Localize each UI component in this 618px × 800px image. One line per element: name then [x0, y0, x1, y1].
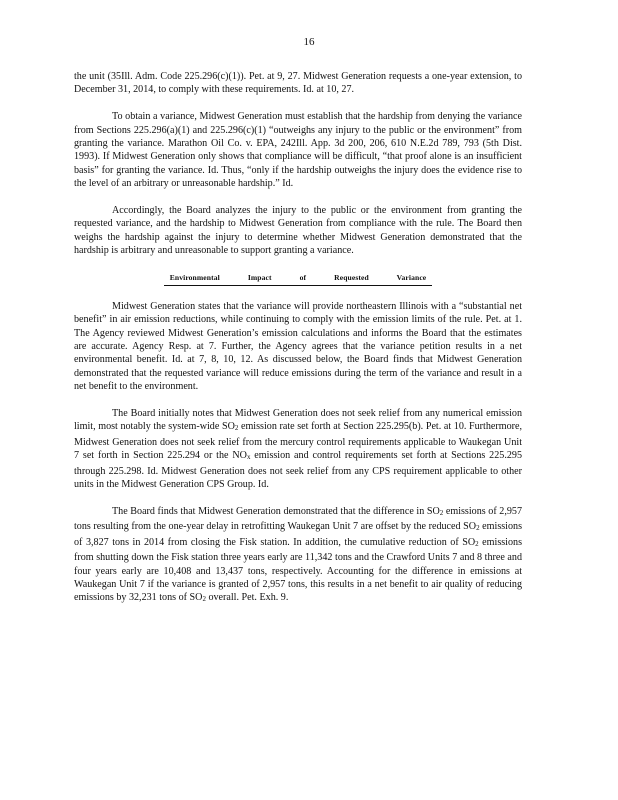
section-heading [74, 271, 522, 286]
section-heading-text: Environmental Impact of Requested Variance [164, 271, 433, 286]
paragraph-continuation: the unit (35Ill. Adm. Code 225.296(c)(1)). Pet. at 9, 27. Midwest Generation requests a one-year extension, to December 31, 2014, to comply with these requirements. Id. at 10, 27. [74, 71, 522, 96]
page-number: 16 [303, 36, 315, 48]
paragraph-board-analysis: Accordingly, the Board analyzes the injury to the public or the environment from granting the requested variance, and the hardship to Midwest Generation from compliance with the rule. The Board then weighs the hardship against the injury to determine whether Midwest Generation demonstrated that the hardship is arbitrary and unreasonable to support granting a variance. [74, 205, 522, 257]
paragraph-variance-standard: To obtain a variance, Midwest Generation must establish that the hardship from denying the variance from Sections 225.296(a)(1) and 225.296(c)(1) “outweighs any injury to the public or the environment” from granting the variance. Marathon Oil Co. v. EPA, 242Ill. App. 3d 200, 206, 610 N.E.2d 789, 793 (5th Dist. 1993). If Midwest Generation only shows that compliance will be difficult, “that proof alone is an insufficient basis” for granting the variance. Id. Thus, “only if the hardship outweighs the injury does the evidence rise to the level of an arbitrary or unreasonable hardship.” Id. [74, 111, 522, 190]
paragraph-no-relief: The Board initially notes that Midwest Generation does not seek relief from any numerical emission limit, most notably the system-wide $SO_2$ emission rate set forth at Section 225.295(b). Pet. at 10. Furthermore, Midwest Generation does not seek relief from the mercury control requirements applicable to Waukegan Unit 7 set forth in Section 225.294 or the $NO_x$ emission and control requirements set forth at Sections 225.295 through 225.298. Id. Midwest Generation does not seek relief from any CPS requirement applicable to other units in the Midwest Generation CPS Group. Id. [74, 408, 522, 491]
paragraph-emissions-finding: The Board finds that Midwest Generation demonstrated that the difference in $SO_2$ emissions of 2,957 tons resulting from the one-year delay in retrofitting Waukegan Unit 7 are offset by the reduced $SO_2$ emissions of 3,827 tons in 2014 from closing the Fisk station. In addition, the cumulative reduction of $SO_2$ emissions from shutting down the Fisk station three years early are 11,342 tons and the Crawford Units 7 and 8 three and four years early are 10,408 and 13,437 tons, respectively. Accounting for the difference in emissions at Waukegan Unit 7 if the variance is granted of 2,957 tons, this results in a net benefit to air quality of reducing emissions by 32,231 tons of $SO_2$ overall. Pet. Exh. 9. [74, 505, 523, 604]
document-body [74, 70, 522, 620]
paragraph-net-benefit: Midwest Generation states that the variance will provide northeastern Illinois with a “substantial net benefit” in air emission reductions, while continuing to comply with the emission limits of the rule. Pet. at 1. The Agency reviewed Midwest Generation’s emission calculations and informs the Board that the estimates are accurate. Agency Resp. at 7. Further, the Agency agrees that the variance petition results in a net environmental benefit. Id. at 7, 8, 10, 12. As discussed below, the Board finds that Midwest Generation demonstrated that the requested variance will reduce emissions during the term of the variance and result in a net benefit to the environment. [74, 300, 522, 393]
